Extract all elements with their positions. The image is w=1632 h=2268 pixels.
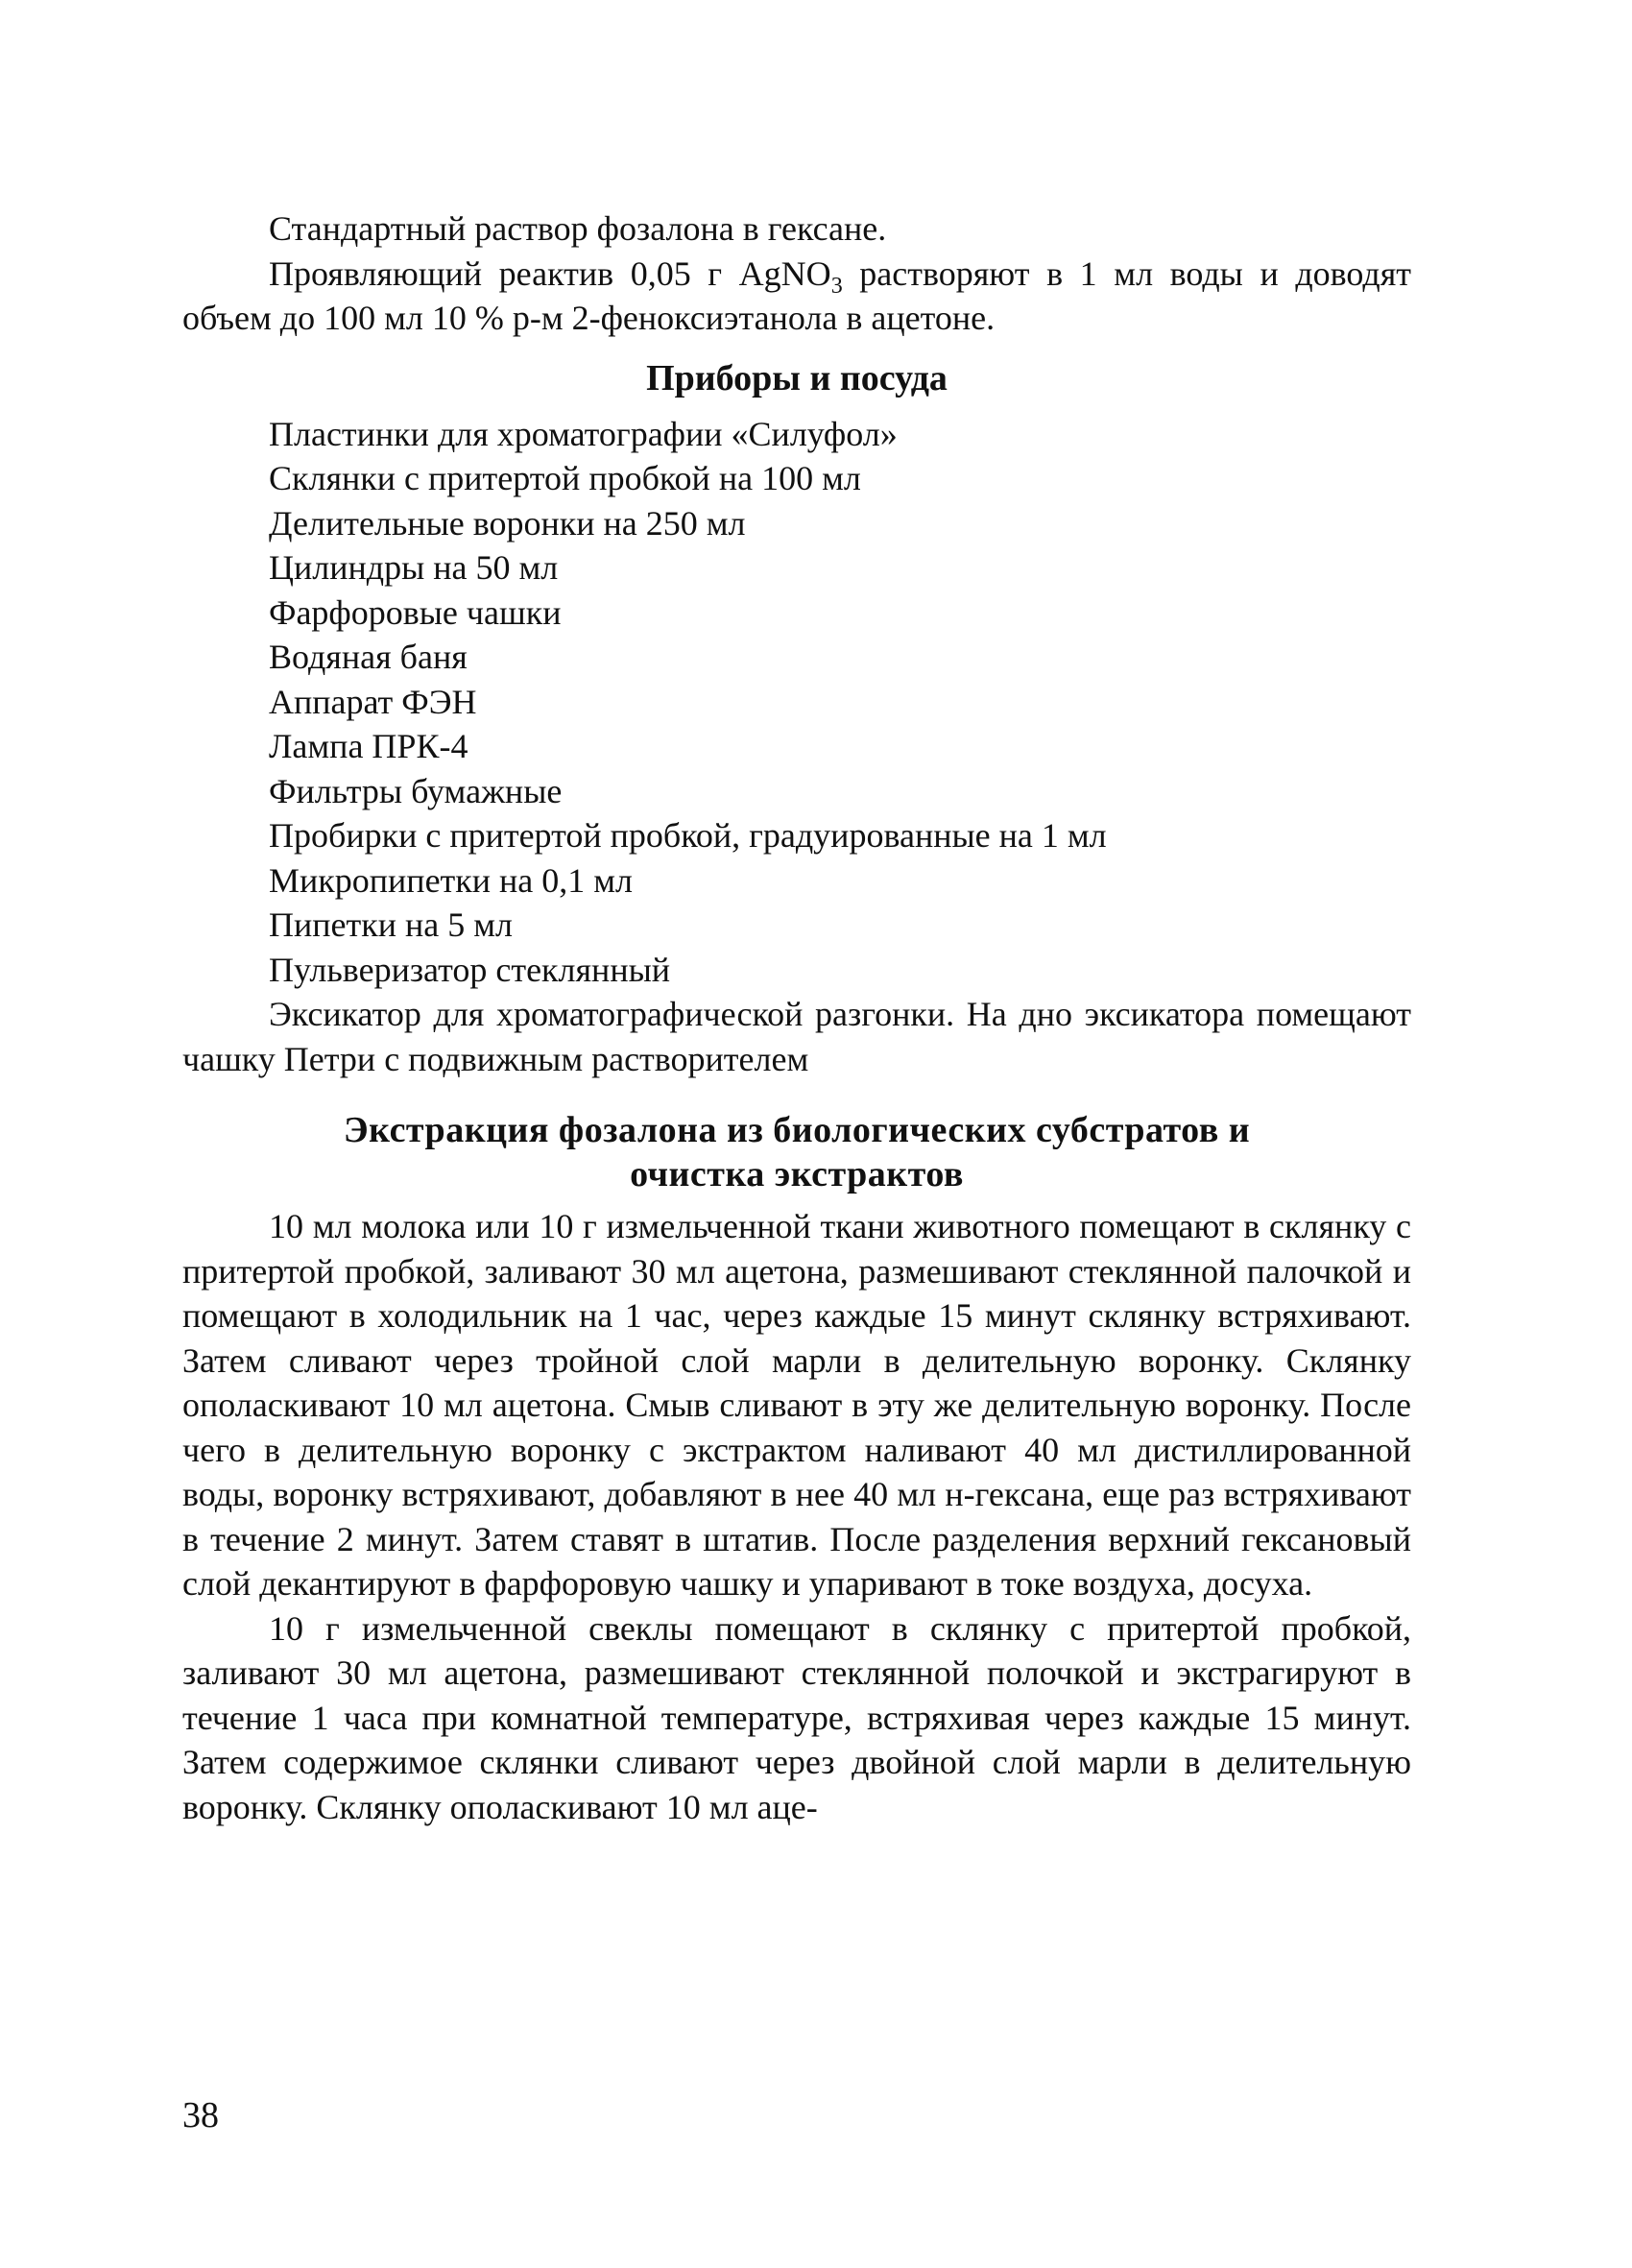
- extraction-heading: [182, 1108, 1411, 1196]
- equipment-item: Водяная баня: [269, 638, 468, 676]
- extraction-paragraph-1: 10 мл молока или 10 г измельченной ткани животного помещают в склянку с притертой пробкой, заливают 30 мл ацетона, размешивают стеклянной палочкой и помещают в холодильник на 1 час, через каждые 15 минут склянку встряхивают. Затем сливают через тройной слой марли в делительную воронку. Склянку ополаскивают 10 мл ацетона. Смыв сливают в эту же делительную воронку. После чего в делительную воронку с экстрактом наливают 40 мл дистиллированной воды, воронку встряхивают, добавляют в нее 40 мл н-гексана, еще раз встряхивают в течение 2 минут. Затем ставят в штатив. После разделения верхний гексановый слой декантируют в фарфоровую чашку и упаривают в токе воздуха, досуха.: [182, 1207, 1411, 1603]
- developer-reagent-part1: Проявляющий реактив 0,05 г AgNO: [269, 253, 831, 293]
- extraction-heading-line1: Экстракция фозалона из биологических субстратов и: [343, 1110, 1251, 1150]
- developer-reagent-subscript: 3: [830, 273, 843, 299]
- equipment-item: Аппарат ФЭН: [269, 682, 477, 721]
- equipment-item: Цилиндры на 50 мл: [269, 548, 559, 587]
- equipment-item: Пробирки с притертой пробкой, градуированные на 1 мл: [269, 816, 1107, 855]
- standard-solution-text: Стандартный раствор фозалона в гексане.: [269, 209, 887, 248]
- equipment-item: Склянки с притертой пробкой на 100 мл: [269, 459, 861, 497]
- equipment-item: Лампа ПРК-4: [269, 727, 468, 765]
- page-content: [182, 206, 1411, 1829]
- extraction-heading-line2: очистка экстрактов: [630, 1154, 964, 1194]
- equipment-item: Пластинки для хроматографии «Силуфол»: [269, 414, 898, 453]
- equipment-list: [182, 412, 1411, 993]
- equipment-heading: Приборы и посуда: [646, 357, 948, 398]
- equipment-item: Делительные воронки на 250 мл: [269, 503, 746, 543]
- equipment-item: Микропипетки на 0,1 мл: [269, 860, 634, 900]
- equipment-item: Фарфоровые чашки: [269, 592, 562, 632]
- extraction-paragraph-2: 10 г измельченной свеклы помещают в склянку с притертой пробкой, заливают 30 мл ацетона, размешивают стеклянной полочкой и экстрагируют в течение 1 часа при комнатной температуре, встряхивая через каждые 15 минут. Затем содержимое склянки сливают через двойной слой марли в делительную воронку. Склянку ополаскивают 10 мл аце-: [182, 1608, 1411, 1826]
- developer-reagent-text: [182, 252, 1411, 341]
- equipment-item: Пульверизатор стеклянный: [269, 950, 671, 989]
- equipment-item: Фильтры бумажные: [269, 771, 563, 810]
- desiccator-text: Эксикатор для хроматографической разгонки. На дно эксикатора помещают чашку Петри с подвижным растворителем: [182, 995, 1411, 1078]
- page-number: 38: [182, 2095, 219, 2135]
- equipment-item: Пипетки на 5 мл: [269, 905, 513, 944]
- developer-reagent-part2: растворяют в 1 мл воды и доводят объем до 100 мл 10 % р-м 2-феноксиэтанола в ацетоне.: [182, 253, 1411, 337]
